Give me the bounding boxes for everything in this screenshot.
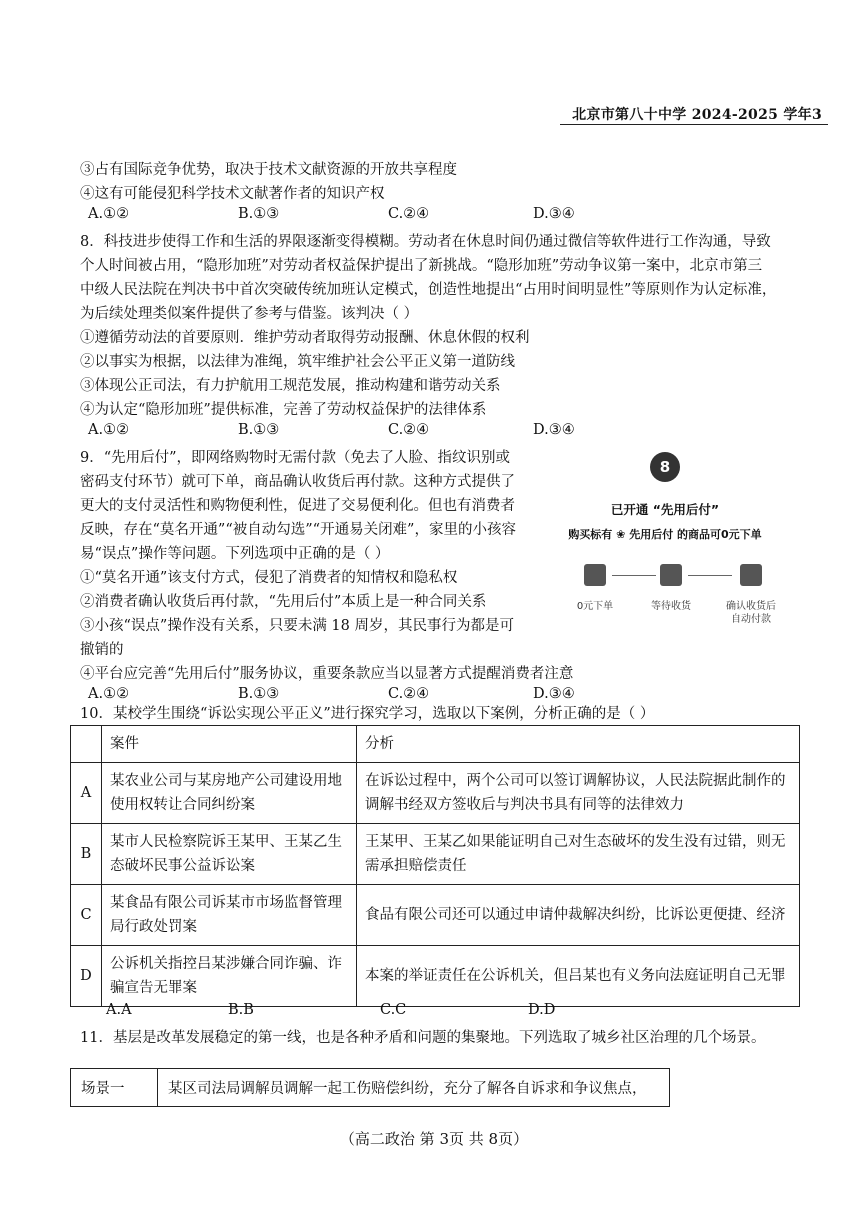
row-label: D [71, 946, 102, 1007]
row-analysis: 王某甲、王某乙如果能证明自己对生态破坏的发生没有过错，则无需承担赔偿责任 [357, 824, 800, 885]
step-label-order: 0元下单 [576, 601, 614, 612]
q8-option-3: ③体现公正司法，有力护航用工规范发展，推动构建和谐劳动关系 [80, 378, 501, 394]
q8-choice-a: A.①② [88, 422, 130, 438]
q9-choice-b: B.①③ [238, 686, 280, 702]
q8-choice-c: C.②④ [388, 422, 430, 438]
q9-option-3: ③小孩“误点”操作没有关系，只要未满 18 周岁，其民事行为都是可 [80, 618, 514, 634]
exam-header: 北京市第八十中学 2024-2025 学年3 [572, 107, 822, 123]
q7-choice-b: B.①③ [238, 206, 280, 222]
q8-stem-line: 中级人民法院在判决书中首次突破传统加班认定模式，创造性地提出“占用时间明显性”等原则作为认定标准， [80, 282, 777, 298]
row-analysis: 食品有限公司还可以通过申请仲裁解决纠纷，比诉讼更便捷、经济 [357, 885, 800, 946]
q8-choice-b: B.①③ [238, 422, 280, 438]
q9-option-2: ②消费者确认收货后再付款，“先用后付”本质上是一种合同关系 [80, 594, 487, 610]
row-case: 公诉机关指控吕某涉嫌合同诈骗、诈骗宣告无罪案 [102, 946, 357, 1007]
table-row [71, 763, 800, 824]
table-header-row [71, 726, 800, 763]
q11-scene-table [70, 1068, 670, 1107]
q9-option-3-cont: 撤销的 [80, 642, 124, 658]
q8-choices [88, 422, 608, 442]
row-case: 某市人民检察院诉王某甲、王某乙生态破坏民事公益诉讼案 [102, 824, 357, 885]
q10-choice-b: B.B [228, 1002, 254, 1018]
order-icon [584, 564, 606, 586]
q8-stem-line: 个人时间被占用，“隐形加班”对劳动者权益保护提出了新挑战。“隐形加班”劳动争议第一案中，北京市第三 [80, 258, 763, 274]
q8-stem-line: 为后续处理类似案件提供了参考与借鉴。该判决（ ） [80, 306, 419, 322]
row-analysis: 在诉讼过程中，两个公司可以签订调解协议，人民法院据此制作的调解书经双方签收后与判决书具有同等的法律效力 [357, 763, 800, 824]
pay-later-illustration [560, 440, 780, 630]
header-rule [560, 124, 828, 125]
q10-choice-d: D.D [528, 1002, 556, 1018]
q9-option-1: ①“莫名开通”该支付方式，侵犯了消费者的知情权和隐私权 [80, 570, 458, 586]
q7-option-4: ④这有可能侵犯科学技术文献著作者的知识产权 [80, 186, 385, 202]
pay-later-title: 已开通 “先用后付” [610, 502, 720, 517]
table-row [71, 824, 800, 885]
q9-stem-line: 更大的支付灵活性和购物便利性，促进了交易便利化。但也有消费者 [80, 498, 515, 514]
step-connector [688, 575, 732, 576]
q10-case-table [70, 725, 800, 1007]
truck-icon [660, 564, 682, 586]
row-label: A [71, 763, 102, 824]
q10-choices [88, 1002, 608, 1022]
q10-choice-c: C.C [380, 1002, 407, 1018]
pay-later-subtitle: 购买标有 ❀ 先用后付 的商品可0元下单 [568, 528, 762, 541]
q8-option-1: ①遵循劳动法的首要原则．维护劳动者取得劳动报酬、休息休假的权利 [80, 330, 530, 346]
q9-choice-a: A.①② [88, 686, 130, 702]
scene-label: 场景一 [71, 1069, 158, 1107]
q7-choice-a: A.①② [88, 206, 130, 222]
table-row [71, 946, 800, 1007]
row-label: C [71, 885, 102, 946]
page-footer: （高二政治 第 3页 共 8页） [339, 1130, 529, 1148]
q8-option-2: ②以事实为根据，以法律为准绳，筑牢维护社会公平正义第一道防线 [80, 354, 515, 370]
q8-option-4: ④为认定“隐形加班”提供标准，完善了劳动权益保护的法律体系 [80, 402, 487, 418]
q9-stem-line: 9．“先用后付”，即网络购物时无需付款（免去了人脸、指纹识别或 [80, 450, 511, 466]
row-analysis: 本案的举证责任在公诉机关，但吕某也有义务向法庭证明自己无罪 [357, 946, 800, 1007]
q9-stem-line: 密码支付环节）就可下单，商品确认收货后再付款。这种方式提供了 [80, 474, 515, 490]
q10-stem: 10．某校学生围绕“诉讼实现公平正义”进行探究学习，选取以下案例，分析正确的是（ ） [80, 706, 655, 722]
q9-stem-line: 反映，存在“莫名开通”“被自动勾选”“开通易关闭难”，家里的小孩容 [80, 522, 516, 538]
row-case: 某农业公司与某房地产公司建设用地使用权转让合同纠纷案 [102, 763, 357, 824]
table-header-cell [71, 726, 102, 763]
q9-choice-c: C.②④ [388, 686, 430, 702]
q8-choice-d: D.③④ [533, 422, 575, 438]
table-header-case: 案件 [102, 726, 357, 763]
q9-choice-d: D.③④ [533, 686, 575, 702]
pay-later-badge-icon: 8 [650, 452, 680, 482]
table-header-analysis: 分析 [357, 726, 800, 763]
table-row [71, 1069, 670, 1107]
q11-stem: 11．基层是改革发展稳定的第一线，也是各种矛盾和问题的集聚地。下列选取了城乡社区治理的几个场景。 [80, 1030, 766, 1046]
scene-text: 某区司法局调解员调解一起工伤赔偿纠纷，充分了解各自诉求和争议焦点， [158, 1069, 670, 1107]
q10-choice-a: A.A [106, 1002, 132, 1018]
q8-stem-line: 8．科技进步使得工作和生活的界限逐渐变得模糊。劳动者在休息时间仍通过微信等软件进行工作沟通，导致 [80, 234, 771, 250]
step-label-wait: 等待收货 [651, 601, 691, 612]
q7-choices [88, 206, 608, 226]
q7-option-3: ③占有国际竞争优势，取决于技术文献资源的开放共享程度 [80, 162, 457, 178]
row-label: B [71, 824, 102, 885]
row-case: 某食品有限公司诉某市市场监督管理局行政处罚案 [102, 885, 357, 946]
step-label-pay: 确认收货后 自动付款 [726, 601, 776, 625]
table-row [71, 885, 800, 946]
payment-icon [740, 564, 762, 586]
step-connector [612, 575, 656, 576]
q7-choice-d: D.③④ [533, 206, 575, 222]
q9-option-4: ④平台应完善“先用后付”服务协议，重要条款应当以显著方式提醒消费者注意 [80, 666, 574, 682]
q9-stem-line: 易“误点”操作等问题。下列选项中正确的是（ ） [80, 546, 390, 562]
q7-choice-c: C.②④ [388, 206, 430, 222]
